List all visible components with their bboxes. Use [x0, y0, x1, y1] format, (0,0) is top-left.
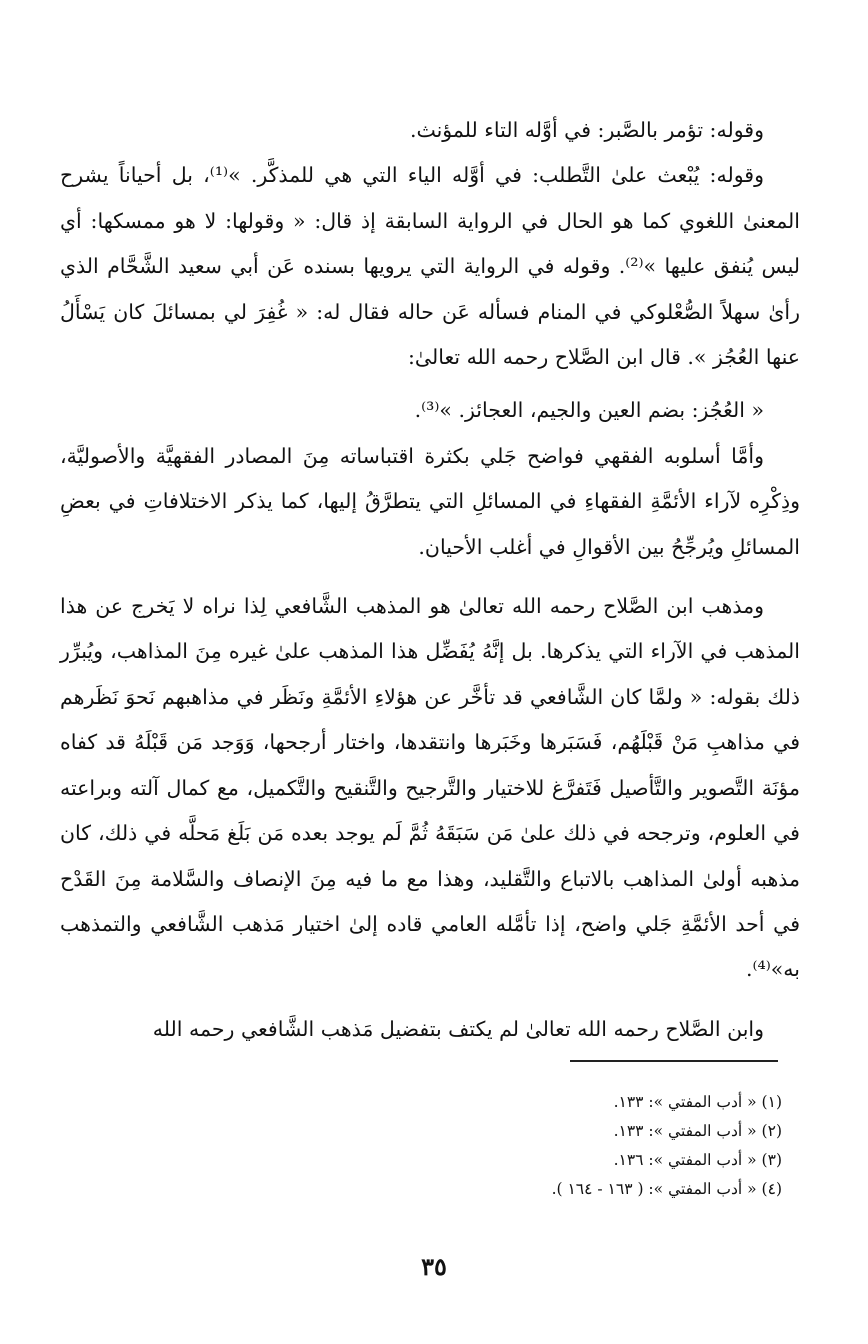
- paragraph-ujuz-definition: « العُجُز: بضم العين والجيم، العجائز. »⁽³⁾.: [414, 398, 764, 423]
- footnote-1: (١) « أدب المفتي »: ١٣٣.: [613, 1093, 782, 1111]
- paragraph-fiqh-style: وأمَّا أسلوبه الفقهي فواضح جَلي بكثرة اقتباساته مِنَ المصادر الفقهيَّة والأصوليَّة، وذِكْرِه لآراء الأئمَّةِ الفقهاءِ في المسائلِ التي يتطرَّقُ إليها، كما يذكر الاختلافاتِ في بعضِ المسائلِ ويُرجِّحُ بين الأقوالِ في أغلب الأحيان.: [60, 443, 800, 559]
- footnote-2: (٢) « أدب المفتي »: ١٣٣.: [613, 1122, 782, 1140]
- paragraph-shafii-madhhab: ومذهب ابن الصَّلاح رحمه الله تعالىٰ هو المذهب الشَّافعي لِذا نراه لا يَخرج عن هذا المذهب في الآراء التي يذكرها. بل إنَّهُ يُفَضِّل هذا المذهب علىٰ غيره مِنَ المذاهب، ويُبرِّر ذلك بقوله: « ولمَّا كان الشَّافعي قد تأخَّر عن هؤلاءِ الأئمَّةِ ونَظَر في مذاهبهم نَحوَ نَظَرهم في مذاهبِ مَنْ قَبْلَهُم، فَسَبَرها وخَبَرها وانتقدها، واختار أرجحها، وَوَجد مَن قَبْلَهُ قد كفاه مؤنَة التَّصوير والتَّأصيل فَتَفرَّغ للاختيار والتَّرجيح والتَّنقيح والتَّكميل، مع كمال آلته وبراعته في العلوم، وترجحه في ذلك علىٰ مَن سَبَقَهُ ثُمَّ لَم يوجد بعده مَن بَلَغ مَحلَّه في ذلك، كان مذهبه أولىٰ المذاهب بالاتباع والتَّقليد، وهذا مع ما فيه مِنَ الإنصاف والسَّلامة مِنَ القَدْح في أحد الأئمَّةِ جَلي واضح، إذا تأمَّله العامي قاده إلىٰ اختيار مَذهب الشَّافعي والتمذهب به»⁽⁴⁾.: [60, 594, 800, 982]
- paragraph-yubath: وقوله: يُبْعث علىٰ التَّطلب: في أوَّله الياء التي هي للمذكَّر. »⁽¹⁾، بل أحياناً يشرح المعنىٰ اللغوي كما هو الحال في الرواية السابقة إذ قال: « وقولها: لا هو ممسكها: أي ليس يُنفق عليها »⁽²⁾. وقوله في الرواية التي يرويها بسنده عَن أبي سعيد الشَّحَّام الذي رأىٰ سهلاً الصُّعْلوكي في المنام فسأله عَن حاله فقال له: « غُفِرَ لي بمسائلَ كان يَسْأَلُ عنها العُجُز ». قال ابن الصَّلاح رحمه الله تعالىٰ:: [60, 163, 801, 370]
- page-number: ٣٥: [421, 1252, 447, 1281]
- main-text: [60, 108, 800, 1052]
- footnotes: [200, 1088, 782, 1204]
- paragraph-tumar: وقوله: تؤمر بالصَّبر: في أوَّله التاء للمؤنث.: [409, 118, 764, 142]
- footnote-4: (٤) « أدب المفتي »: ( ١٦٣ - ١٦٤ ).: [551, 1180, 782, 1198]
- paragraph-continuation: وابن الصَّلاح رحمه الله تعالىٰ لم يكتف بتفضيل مَذهب الشَّافعي رحمه الله: [152, 1016, 764, 1041]
- footnote-separator: [570, 1060, 778, 1062]
- footnote-3: (٣) « أدب المفتي »: ١٣٦.: [613, 1151, 782, 1169]
